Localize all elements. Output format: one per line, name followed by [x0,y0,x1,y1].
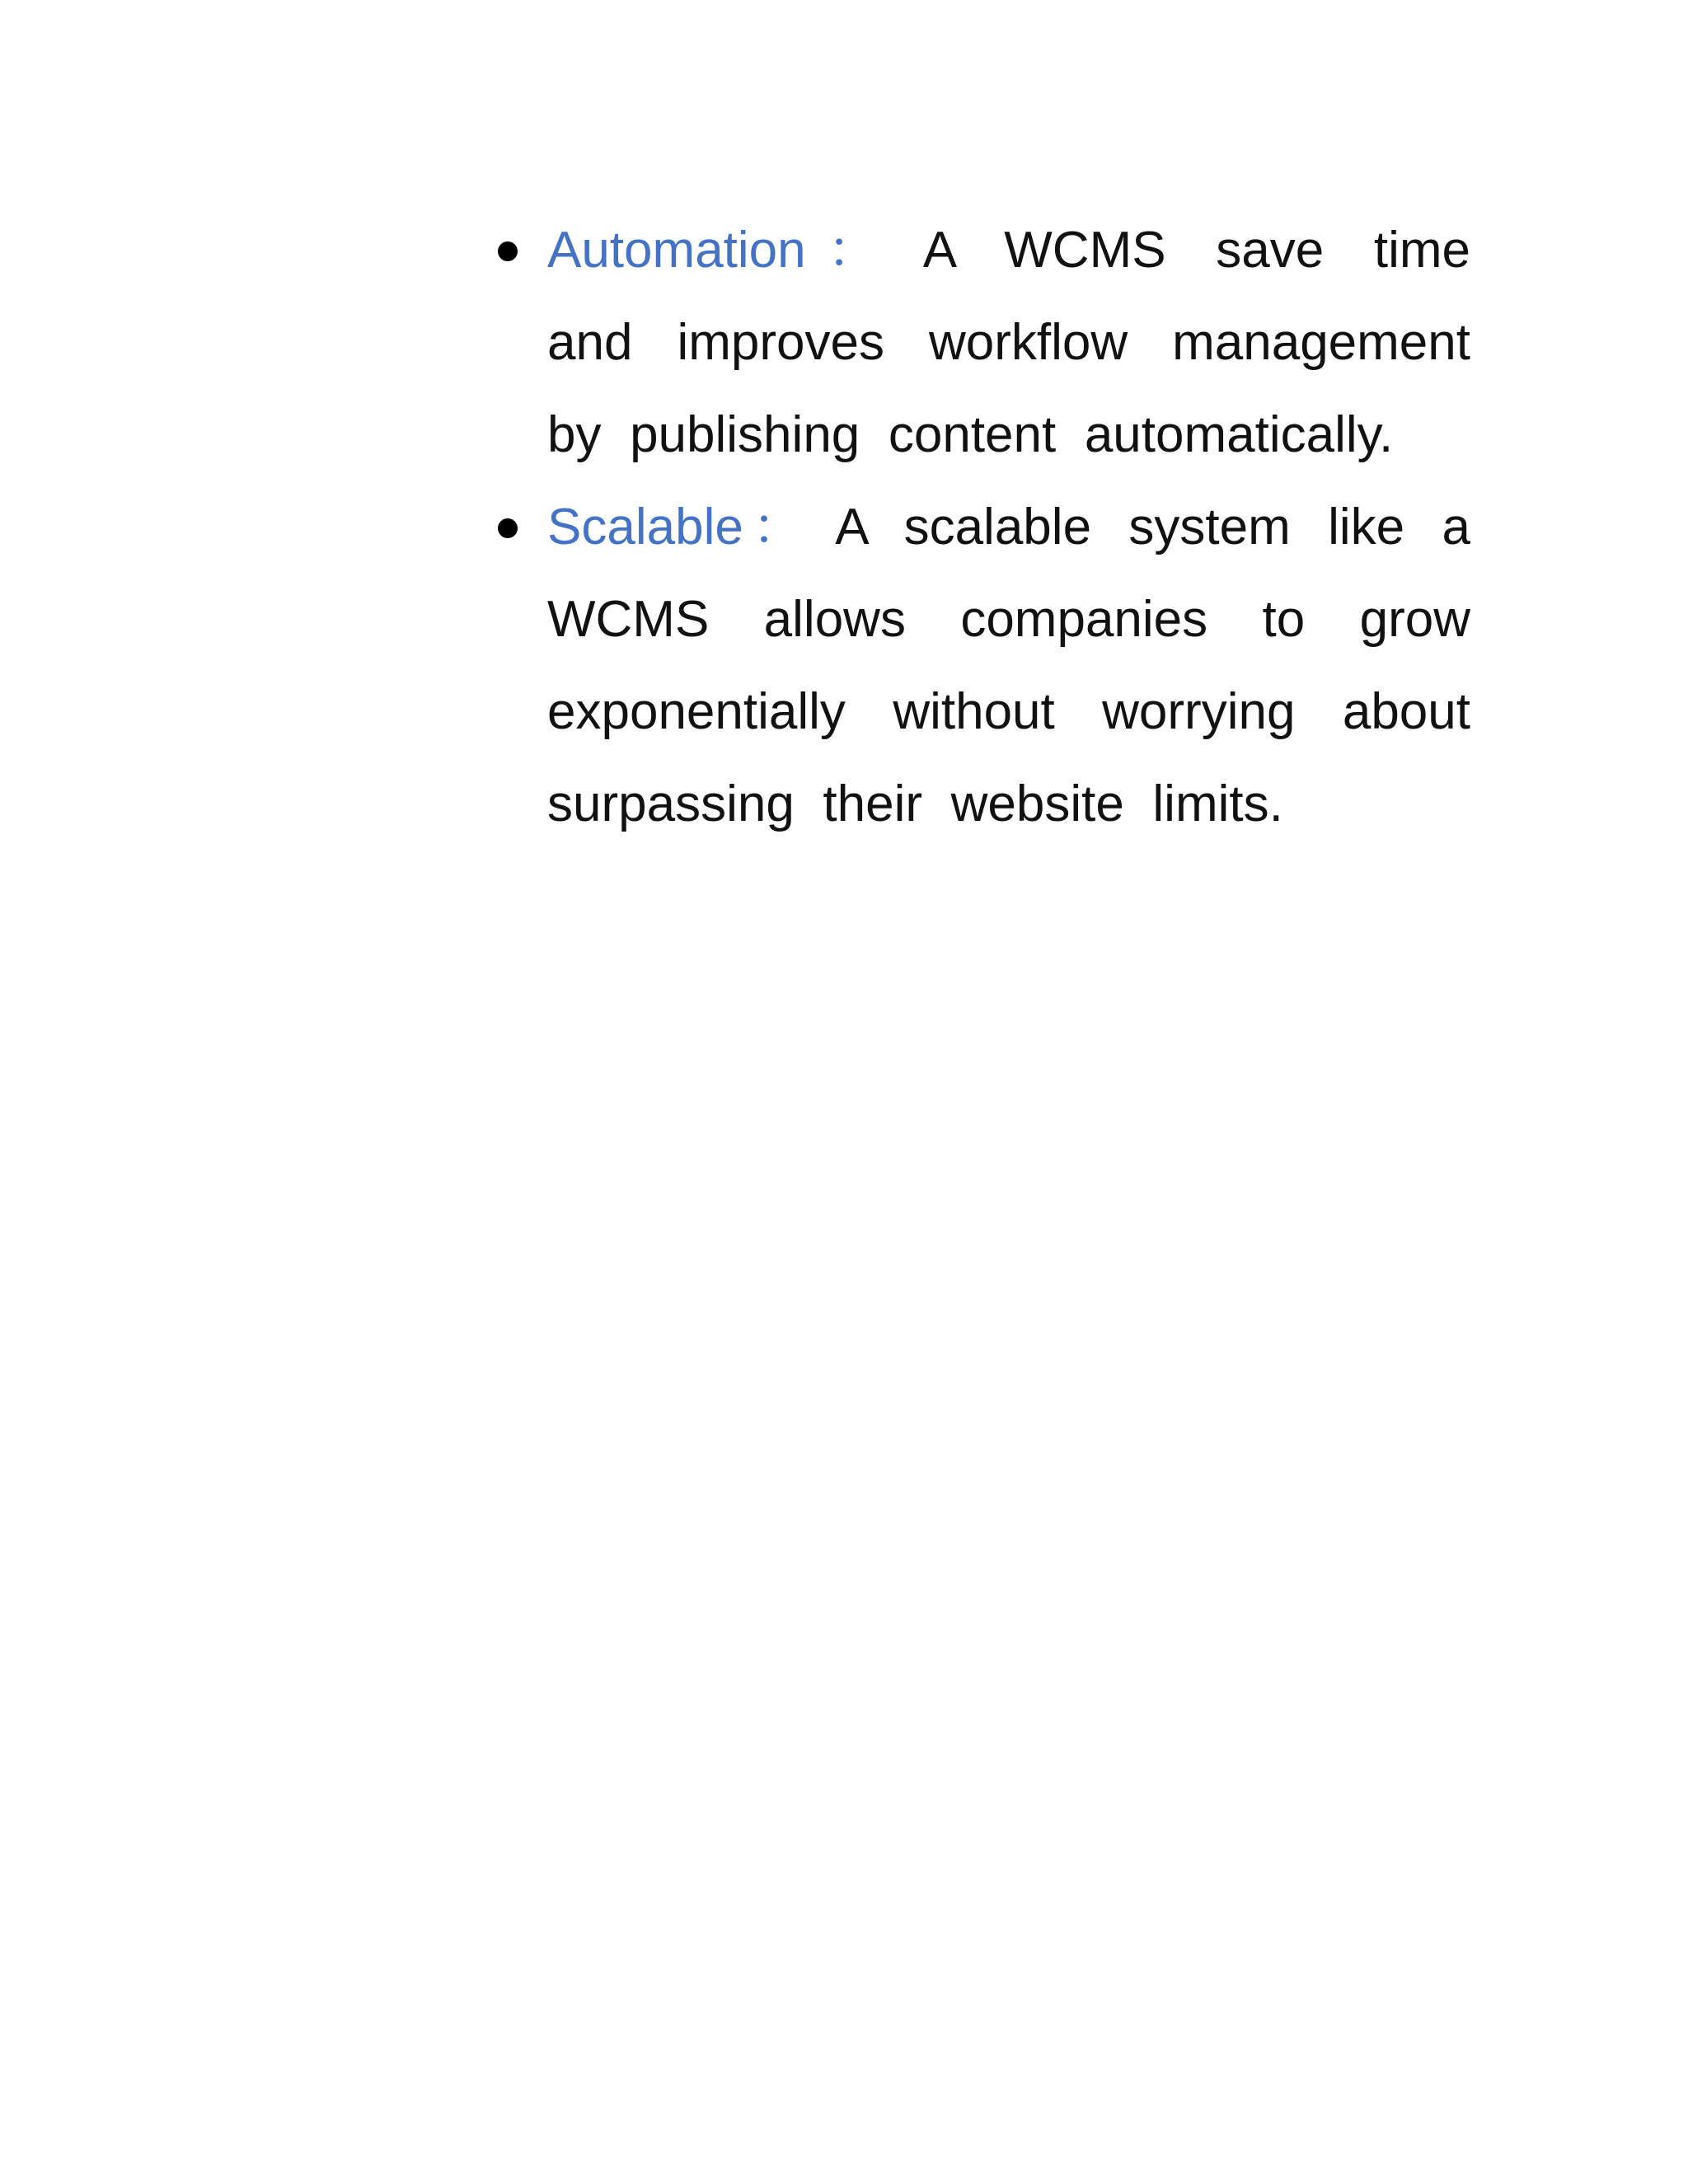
bullet-term: Automation [547,222,806,279]
bullet-text: A WCMS save time and improves workflow management by publishing content automatically. [547,222,1470,463]
bullet-dot-icon [498,241,518,261]
bullet-term: Scalable [547,499,743,555]
bullet-list [498,204,1470,851]
bullet-dot-icon [498,518,518,538]
bullet-item-scalable [498,481,1470,851]
term-separator: ： [805,222,900,279]
bullet-item-automation [498,204,1470,481]
term-separator: ： [743,499,813,555]
bullet-text: A scalable system like a WCMS allows companies to grow exponentially without worrying about surpassing their website limits. [547,499,1470,832]
